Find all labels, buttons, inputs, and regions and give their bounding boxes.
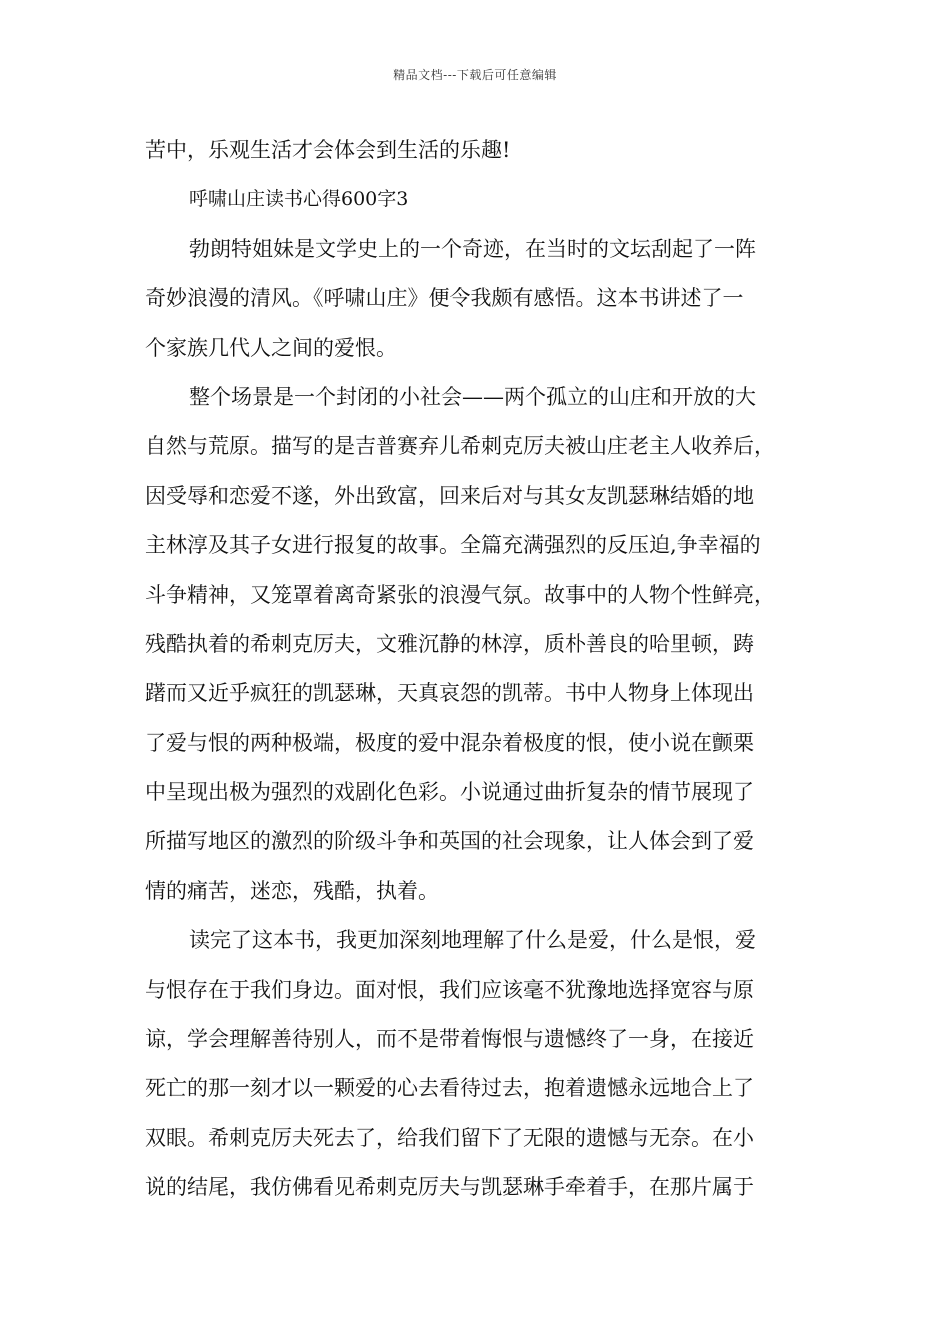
text-line: 残酷执着的希刺克厉夫，文雅沉静的林淳，质朴善良的哈里顿，踌: [145, 631, 754, 656]
text-line: 所描写地区的激烈的阶级斗争和英国的社会现象，让人体会到了爱: [145, 829, 754, 854]
text-line: 躇而又近乎疯狂的凯瑟琳，天真哀怨的凯蒂。书中人物身上体现出: [145, 681, 754, 706]
text-line: 整个场景是一个封闭的小社会——两个孤立的山庄和开放的大: [189, 384, 756, 409]
text-line: 勃朗特姐妹是文学史上的一个奇迹，在当时的文坛刮起了一阵: [189, 236, 756, 261]
text-line: 读完了这本书，我更加深刻地理解了什么是爱，什么是恨，爱: [189, 928, 756, 953]
text-line: 奇妙浪漫的清风。《呼啸山庄》便令我颇有感悟。这本书讲述了一: [145, 286, 744, 311]
text-line: 死亡的那一刻才以一颗爱的心去看待过去，抱着遗憾永远地合上了: [145, 1076, 754, 1101]
text-line: 双眼。希刺克厉夫死去了，给我们留下了无限的遗憾与无奈。在小: [145, 1125, 754, 1150]
text-line: 个家族几代人之间的爱恨。: [145, 335, 397, 360]
section-title: 呼啸山庄读书心得600字3: [189, 188, 409, 211]
text-line: 了爱与恨的两种极端，极度的爱中混杂着极度的恨，使小说在颤栗: [145, 730, 754, 755]
text-line: 谅，学会理解善待别人，而不是带着悔恨与遗憾终了一身，在接近: [145, 1027, 754, 1052]
text-line: 与恨存在于我们身边。面对恨，我们应该毫不犹豫地选择宽容与原: [145, 977, 754, 1002]
text-line: 情的痛苦，迷恋，残酷，执着。: [145, 878, 439, 903]
text-line: 斗争精神，又笼罩着离奇紧张的浪漫气氛。故事中的人物个性鲜亮，: [145, 582, 775, 607]
text-line: 说的结尾，我仿佛看见希刺克厉夫与凯瑟琳手牵着手，在那片属于: [145, 1175, 754, 1200]
document-body: [145, 126, 810, 1213]
text-line: 自然与荒原。描写的是吉普赛弃儿希刺克厉夫被山庄老主人收养后，: [145, 434, 775, 459]
text-line: 中呈现出极为强烈的戏剧化色彩。小说通过曲折复杂的情节展现了: [145, 780, 754, 805]
text-line: 因受辱和恋爱不遂，外出致富，回来后对与其女友凯瑟琳结婚的地: [145, 483, 754, 508]
page-header: 精品文档---下载后可任意编辑: [393, 68, 557, 82]
text-line: 主林淳及其子女进行报复的故事。全篇充满强烈的反压迫,争幸福的: [145, 533, 761, 558]
text-line: 苦中，乐观生活才会体会到生活的乐趣!: [145, 138, 511, 162]
